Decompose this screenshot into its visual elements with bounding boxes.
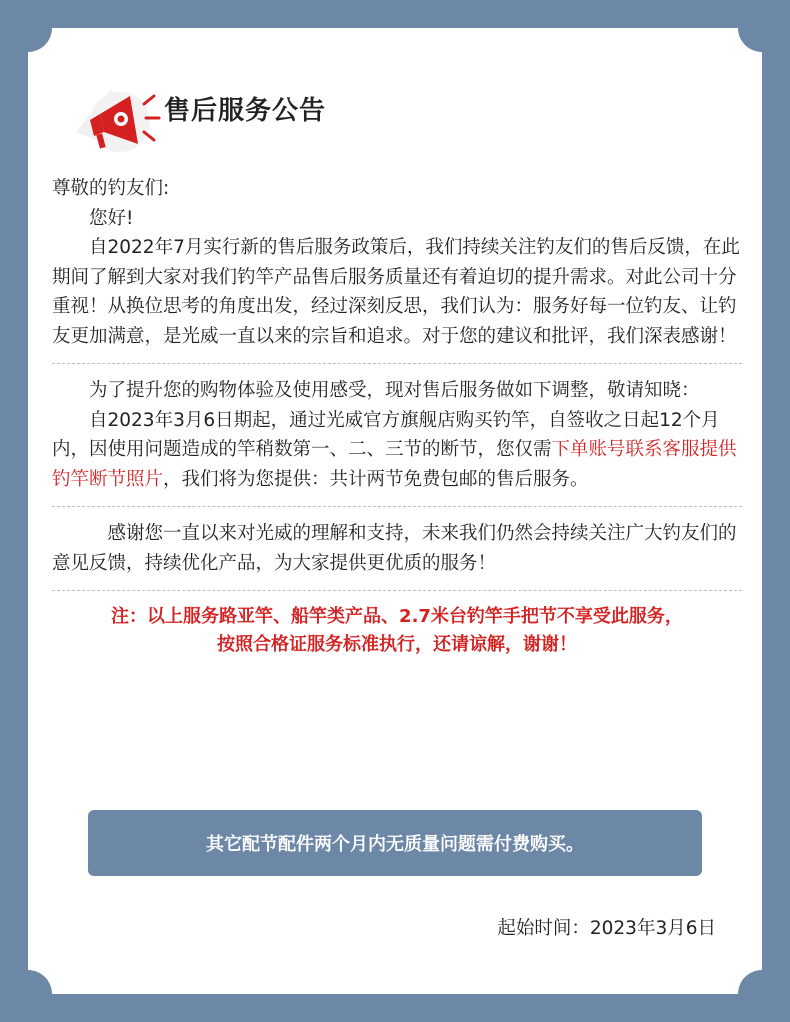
corner-notch: [738, 970, 786, 1018]
note-line: 注：以上服务路亚竿、船竿类产品、2.7米台钓竿手把节不享受此服务，: [111, 606, 683, 627]
divider: [52, 506, 742, 507]
page-title: 售后服务公告: [164, 96, 327, 126]
adjust-paragraph: 为了提升您的购物体验及使用感受，现对售后服务做如下调整，敬请知晓：: [89, 380, 700, 401]
announcement-card: [28, 28, 762, 994]
policy-text: 自2023年3月6日期起，通过光威官方旗舰店购买钓竿，自签收之日起12个月内，因使用问题造成的竿稍数第一、二、三节的断节，您仅需: [52, 409, 720, 460]
divider: [52, 590, 742, 591]
thanks-paragraph: 感谢您一直以来对光威的理解和支持，未来我们仍然会持续关注广大钓友们的意见反馈，持续优化产品，为大家提供更优质的服务！: [52, 523, 737, 574]
policy-paragraph: [52, 406, 742, 495]
policy-highlight: 下单账号联系客服提供钓竿断节照片: [52, 439, 737, 490]
hello-line: 您好!: [89, 207, 134, 229]
corner-notch: [4, 4, 52, 52]
announcement-body: [52, 174, 742, 659]
exclusion-note: [52, 603, 742, 659]
corner-notch: [4, 970, 52, 1018]
parts-notice-banner: 其它配节配件两个月内无质量问题需付费购买。: [88, 810, 702, 876]
note-line: 按照合格证服务标准执行，还请谅解，谢谢！: [217, 634, 577, 655]
greeting: 尊敬的钓友们:: [52, 178, 170, 199]
intro-paragraph: 自2022年7月实行新的售后服务政策后，我们持续关注钓友们的售后反馈，在此期间了解到大家对我们钓竿产品售后服务质量还有着迫切的提升需求。对此公司十分重视！从换位思考的角度出发，经过深刻反思，我们认为：服务好每一位钓友、让钓友更加满意，是光威一直以来的宗旨和追求。对于您的建议和批评，我们深表感谢！: [52, 237, 740, 347]
divider: [52, 363, 742, 364]
policy-text-end: ，我们将为您提供：共计两节免费包邮的售后服务。: [163, 468, 589, 490]
megaphone-icon: [70, 70, 170, 160]
corner-notch: [738, 4, 786, 52]
start-date: 起始时间：2023年3月6日: [497, 918, 716, 939]
